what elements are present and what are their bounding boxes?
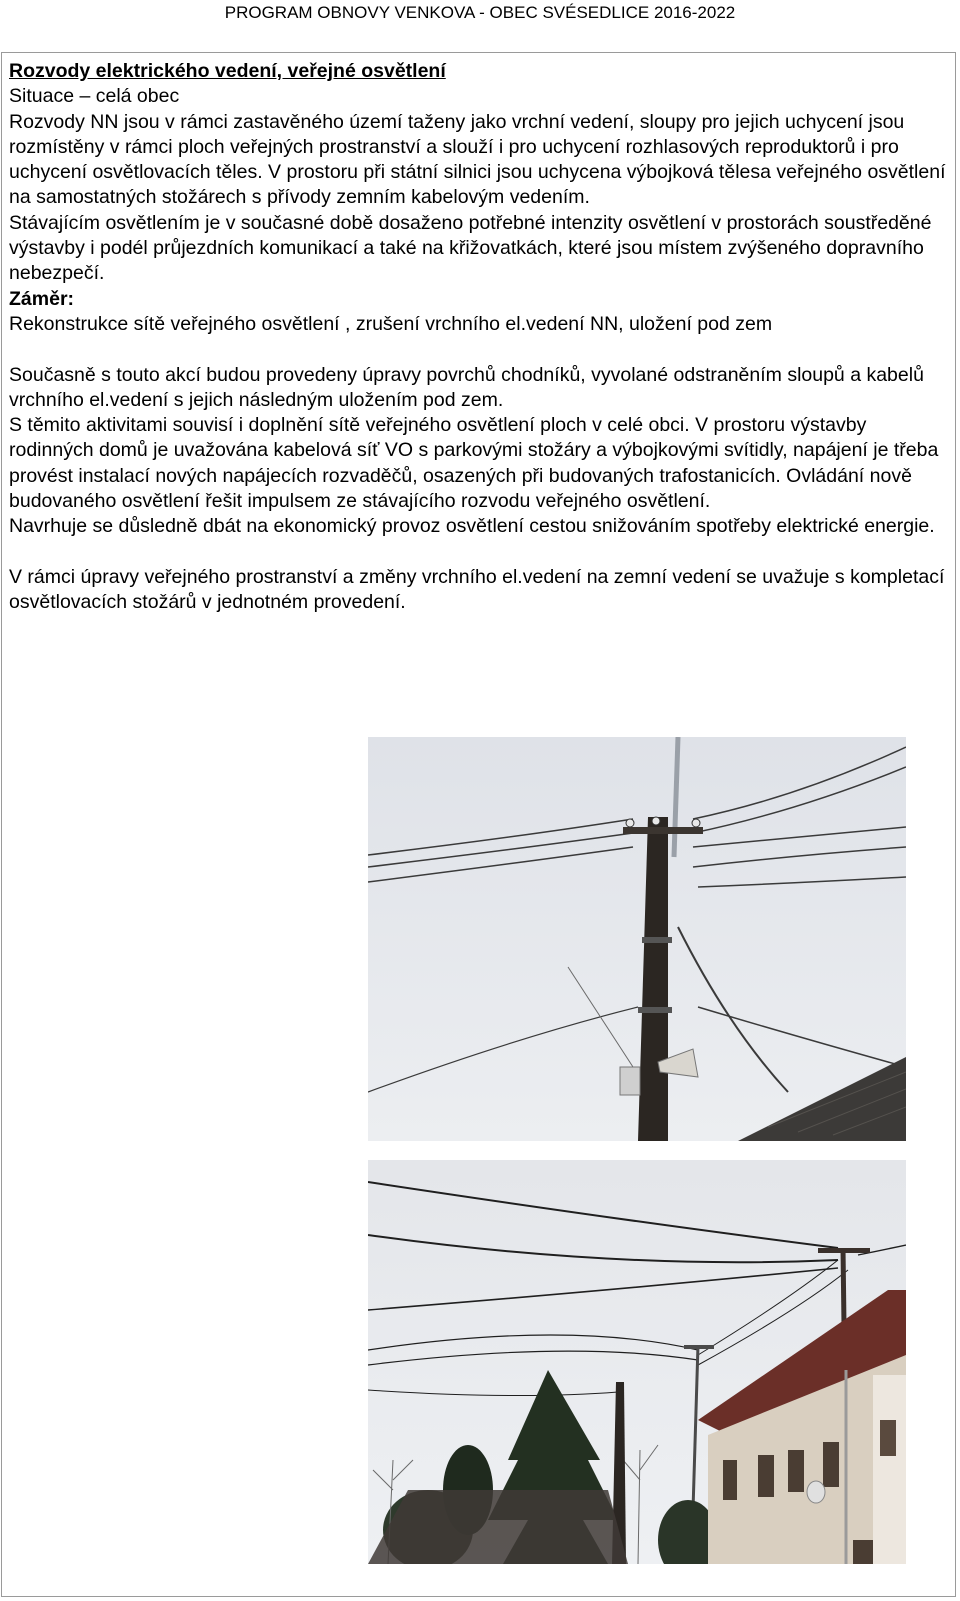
- document-header: PROGRAM OBNOVY VENKOVA - OBEC SVÉSEDLICE 2016-2022: [224, 3, 736, 22]
- photo-overhead-lines: [368, 1160, 906, 1564]
- intent-label: Záměr:: [9, 287, 75, 310]
- photo-utility-pole: [368, 737, 906, 1141]
- spacer: [9, 337, 949, 362]
- situation-line: Situace – celá obec: [9, 85, 180, 108]
- paragraph-distribution: Rozvody NN jsou v rámci zastavěného území taženy jako vrchní vedení, sloupy pro jejich uchycení jsou rozmístěny v rámci ploch veřejných prostranství a slouží i pro uchycení rozhlasových reproduktorů i pro uchycení osvětlovacích těles. V prostoru při státní silnici jsou uchycena výbojková tělesa veřejného osvětlení na samostatných stožárech s přívody zemním kabelovým vedením.: [9, 110, 946, 209]
- intent-text: Rekonstrukce sítě veřejného osvětlení , zrušení vrchního el.vedení NN, uložení pod zem: [9, 312, 773, 335]
- paragraph-current-lighting: Stávajícím osvětlením je v současné době dosaženo potřebné intenzity osvětlení v prostorách soustředěné výstavby i podél průjezdních komunikací a také na křižovatkách, které jsou místem zvýšeného dopravního nebezpečí.: [9, 211, 932, 285]
- paragraph-extension: S těmito aktivitami souvisí i doplnění sítě veřejného osvětlení ploch v celé obci. V prostoru výstavby rodinných domů je uvažována kabelová síť VO s parkovými stožáry a výbojkovými svítidly, napájení je třeba provést instalací nových napájecích rozvaděčů, osazených při budovaných trafostanicích. Ovládání nově budovaného osvětlení řešit impulsem ze stávajícího rozvodu veřejného osvětlení.: [9, 414, 939, 513]
- section-title: Rozvody elektrického vedení, veřejné osvětlení: [9, 60, 446, 82]
- spacer: [9, 540, 949, 565]
- document-body: [9, 59, 949, 616]
- paragraph-masts: V rámci úpravy veřejného prostranství a změny vrchního el.vedení na zemní vedení se uvažuje s kompletací osvětlovacích stožárů v jednotném provedení.: [9, 565, 945, 614]
- paragraph-sidewalks: Současně s touto akcí budou provedeny úpravy povrchů chodníků, vyvolané odstraněním sloupů a kabelů vrchního el.vedení s jejich následným uložením pod zem.: [9, 363, 924, 411]
- paragraph-economy: Navrhuje se důsledně dbát na ekonomický provoz osvětlení cestou snižováním spotřeby elektrické energie.: [9, 515, 935, 538]
